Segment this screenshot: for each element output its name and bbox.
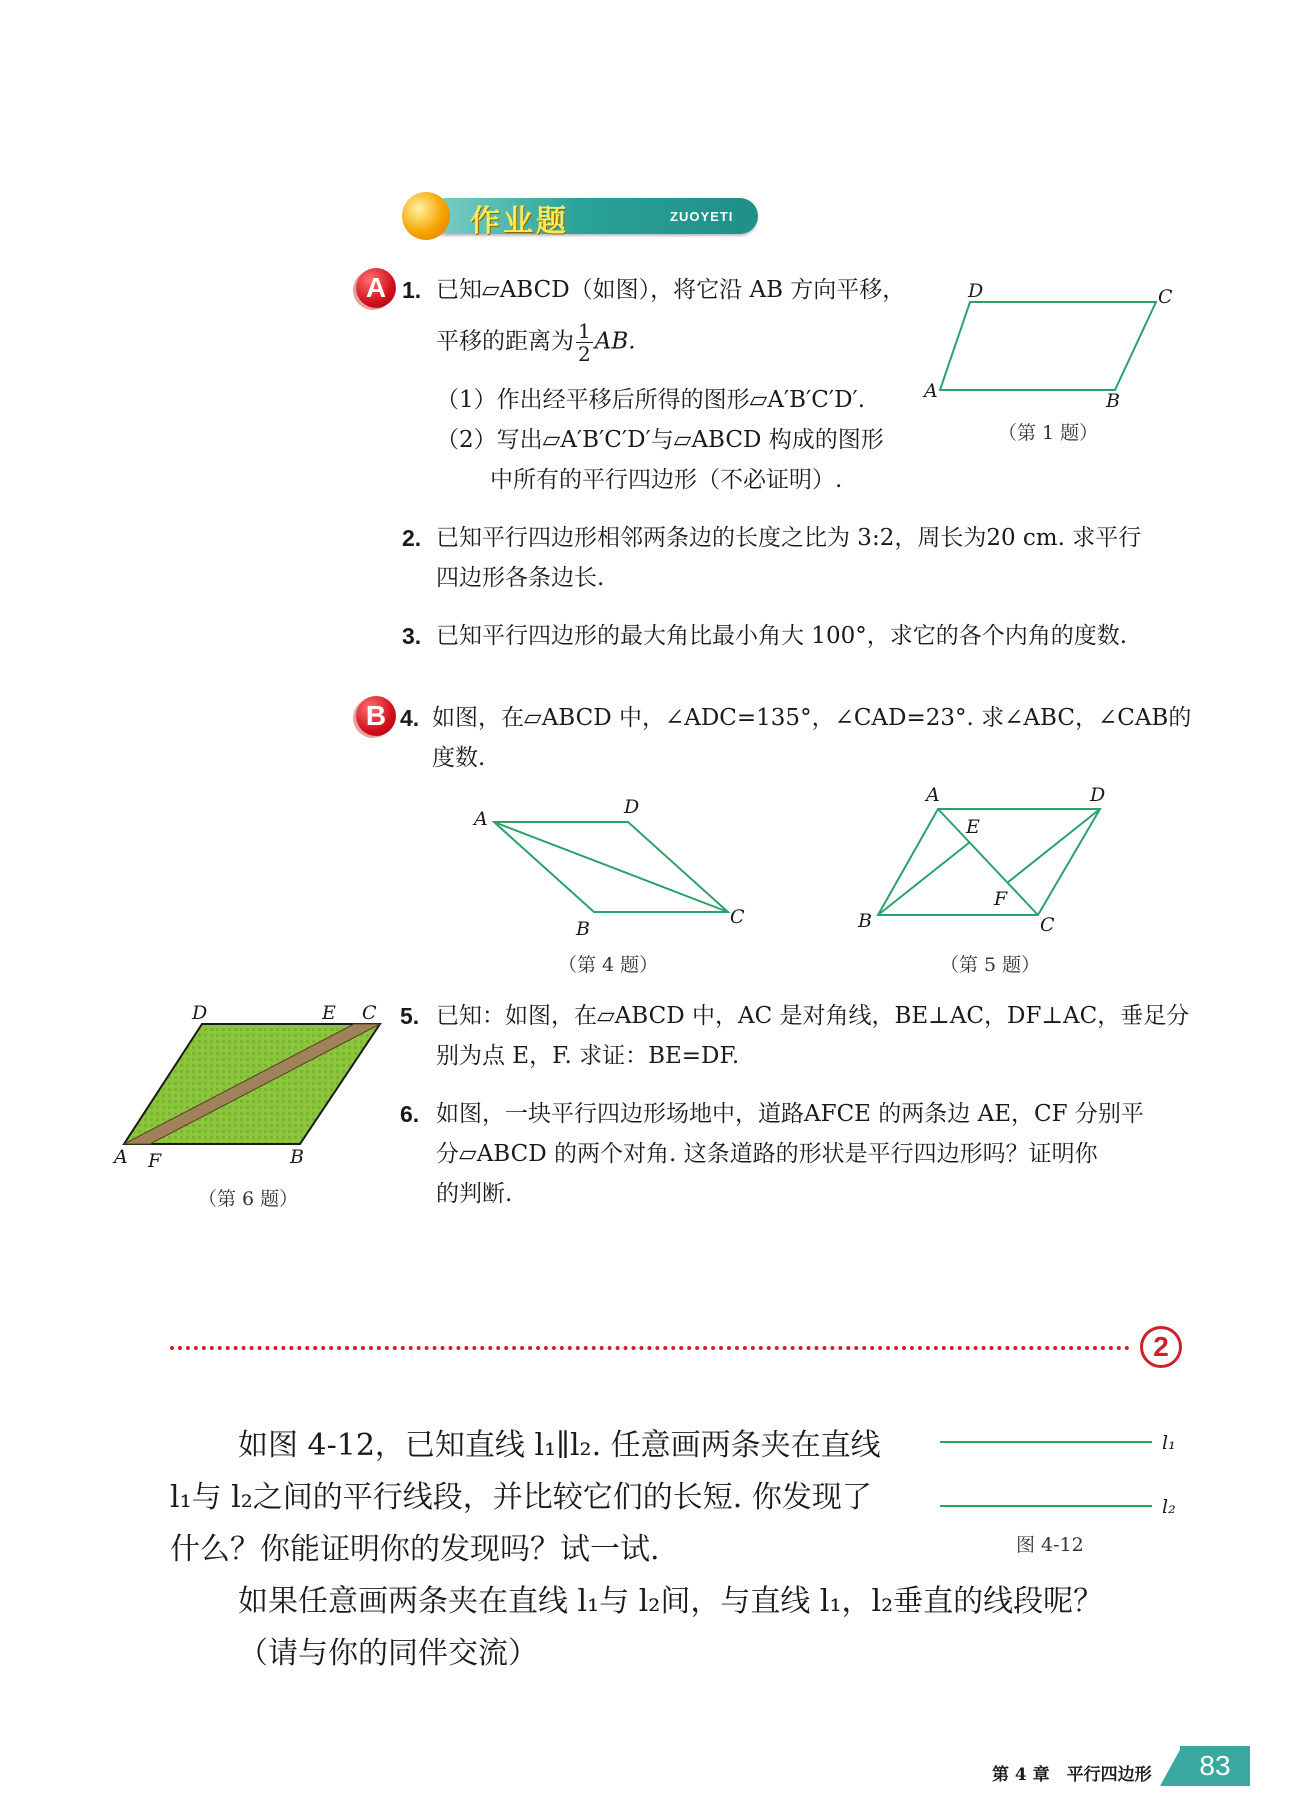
q3-line1: 已知平行四边形的最大角比最小角大 100°，求它的各个内角的度数. bbox=[436, 623, 1128, 649]
segment-df bbox=[1007, 809, 1100, 883]
q3-number: 3. bbox=[402, 623, 422, 649]
q5-label-c: C bbox=[1040, 914, 1055, 936]
q5-label-b: B bbox=[858, 910, 872, 932]
page-number: 83 bbox=[1180, 1746, 1250, 1786]
q1-line2 bbox=[436, 320, 636, 365]
q6-number: 6. bbox=[400, 1101, 420, 1127]
section-divider bbox=[170, 1346, 1130, 1350]
q5-caption: （第 5 题） bbox=[940, 954, 1041, 976]
level-b-badge: B bbox=[356, 696, 396, 736]
q6-label-f: F bbox=[148, 1150, 162, 1172]
q1-label-b: B bbox=[1106, 390, 1120, 412]
section-p1b: l₁与 l₂之间的平行线段，并比较它们的长短. 你发现了 bbox=[170, 1480, 872, 1515]
q1-line1: 已知▱ABCD（如图），将它沿 AB 方向平移， bbox=[436, 277, 906, 303]
q6-label-e: E bbox=[322, 1002, 336, 1024]
q4-line2: 度数. bbox=[432, 745, 486, 771]
q5-label-f: F bbox=[994, 888, 1008, 910]
section-p3: （请与你的同伴交流） bbox=[238, 1636, 538, 1671]
q6-label-c: C bbox=[362, 1002, 377, 1024]
q1-label-a: A bbox=[924, 380, 938, 402]
q6-line2: 分▱ABCD 的两个对角. 这条道路的形状是平行四边形吗？证明你 bbox=[436, 1141, 1098, 1167]
figure-q1 bbox=[920, 280, 1180, 410]
q5-line2: 别为点 E，F. 求证：BE=DF. bbox=[436, 1043, 740, 1069]
q4-label-d: D bbox=[624, 796, 640, 818]
homework-banner bbox=[400, 192, 760, 240]
segment-be bbox=[878, 842, 970, 915]
level-a-badge: A bbox=[356, 268, 396, 308]
q2-line1: 已知平行四边形相邻两条边的长度之比为 3:2，周长为20 cm. 求平行 bbox=[436, 525, 1142, 551]
q6-caption: （第 6 题） bbox=[198, 1188, 299, 1210]
label-l1: l₁ bbox=[1162, 1432, 1176, 1454]
q6-label-a: A bbox=[114, 1146, 128, 1168]
q1-line2-prefix: 平移的距离为 bbox=[436, 328, 574, 355]
q4-caption: （第 4 题） bbox=[558, 954, 659, 976]
orange-ball-icon bbox=[402, 192, 450, 240]
figure-q4 bbox=[480, 800, 750, 930]
banner-subtitle: ZUOYETI bbox=[670, 209, 734, 224]
diagonal-ac-q5 bbox=[938, 809, 1038, 915]
q6-label-d: D bbox=[192, 1002, 208, 1024]
q2-number: 2. bbox=[402, 525, 422, 551]
q1-sub2a: （2）写出▱A′B′C′D′与▱ABCD 构成的图形 bbox=[436, 427, 884, 453]
q5-number: 5. bbox=[400, 1003, 420, 1029]
diagonal-ac bbox=[494, 822, 728, 912]
figure-q6 bbox=[120, 1010, 390, 1160]
q1-line2-suffix: AB. bbox=[594, 328, 636, 355]
section-p1a: 如图 4-12，已知直线 l₁∥l₂. 任意画两条夹在直线 bbox=[238, 1428, 881, 1463]
section-p2: 如果任意画两条夹在直线 l₁与 l₂间，与直线 l₁，l₂垂直的线段呢？ bbox=[238, 1584, 1104, 1619]
q1-sub2b: 中所有的平行四边形（不必证明）. bbox=[490, 467, 843, 493]
q2-line2: 四边形各条边长. bbox=[436, 565, 605, 591]
q1-frac-den: 2 bbox=[578, 342, 591, 366]
q1-label-d: D bbox=[968, 280, 984, 302]
q6-line3: 的判断. bbox=[436, 1181, 513, 1207]
q4-label-a: A bbox=[474, 808, 488, 830]
q1-number: 1. bbox=[402, 277, 422, 303]
q5-label-d: D bbox=[1090, 784, 1106, 806]
q1-fraction bbox=[576, 320, 593, 365]
q5-line1: 已知：如图，在▱ABCD 中，AC 是对角线，BE⊥AC，DF⊥AC，垂足分 bbox=[436, 1003, 1190, 1029]
section-p1c: 什么？你能证明你的发现吗？试一试. bbox=[170, 1532, 660, 1567]
q1-label-c: C bbox=[1158, 286, 1173, 308]
label-l2: l₂ bbox=[1162, 1496, 1176, 1518]
q4-label-b: B bbox=[576, 918, 590, 940]
q4-label-c: C bbox=[730, 906, 745, 928]
q4-number: 4. bbox=[400, 705, 420, 731]
q1-frac-num: 1 bbox=[578, 319, 591, 343]
banner-title: 作业题 bbox=[470, 204, 569, 239]
q1-sub1: （1）作出经平移后所得的图形▱A′B′C′D′. bbox=[436, 387, 866, 413]
section-number: 2 bbox=[1140, 1326, 1182, 1368]
chapter-title: 第 4 章 平行四边形 bbox=[992, 1765, 1152, 1785]
q5-label-e: E bbox=[966, 816, 980, 838]
q5-label-a: A bbox=[926, 784, 940, 806]
figure-4-12-caption: 图 4-12 bbox=[1016, 1534, 1084, 1556]
q1-caption: （第 1 题） bbox=[998, 422, 1099, 444]
parallelogram-abcd bbox=[940, 302, 1156, 390]
q6-label-b: B bbox=[290, 1146, 304, 1168]
q6-line1: 如图，一块平行四边形场地中，道路AFCE 的两条边 AE，CF 分别平 bbox=[436, 1101, 1144, 1127]
figure-4-12 bbox=[940, 1430, 1160, 1520]
q4-line1: 如图，在▱ABCD 中，∠ADC=135°，∠CAD=23°. 求∠ABC，∠CAB的 bbox=[432, 705, 1192, 731]
page-tab-corner bbox=[1160, 1746, 1182, 1786]
